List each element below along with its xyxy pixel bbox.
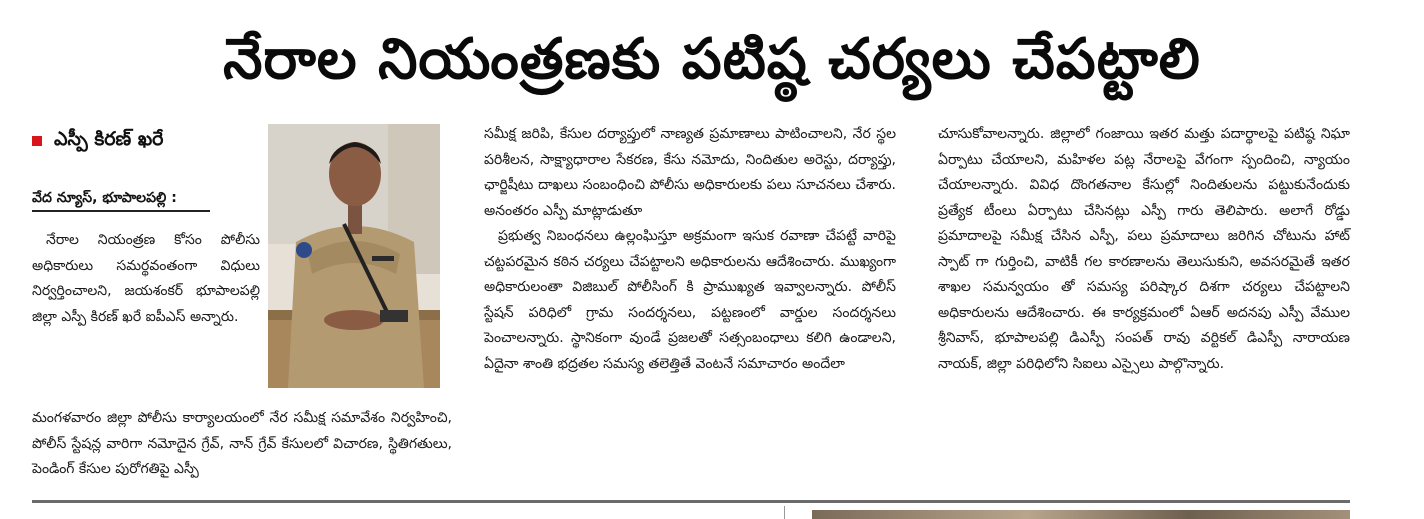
column2-paragraph-2: ప్రభుత్వ నిబంధనలు ఉల్లంఘిస్తూ అక్రమంగా ఇసుక రవాణా చేపట్టే వారిపై చట్టపరమైన కఠిన చర్యలు చేపట్టాలని అధికారులను ఆదేశించారు. ముఖ్యంగా అధికారులంతా విజిబుల్ పోలీసింగ్ కి ప్రాముఖ్యత ఇవ్వాలన్నారు. పోలీస్ స్టేషన్ పరిధిలో గ్రామ సందర్శనలు, పట్టణంలో వార్డుల సందర్శనలు పెంచాలన్నారు. స్థానికంగా వుండే ప్రజలతో సత్సంబంధాలు కలిగి ఉండాలని, ఏదైనా శాంతి భద్రతల సమస్య తలెత్తితే వెంటనే సమాచారం అందేలా (484, 228, 896, 372)
bottom-rule (32, 500, 1350, 503)
byline (32, 128, 163, 154)
article-column-1 (32, 228, 260, 330)
column1-paragraph-1: నేరాల నియంత్రణ కోసం పోలీసు అధికారులు సమర్థవంతంగా విధులు నిర్వర్తించాలని, జయశంకర్ భూపాలపల్లి జిల్లా ఎస్పీ కిరణ్ ఖరే ఐపీఎస్ అన్నారు. (32, 232, 260, 325)
dateline: వేద న్యూస్, భూపాలపల్లి : (32, 188, 210, 212)
article-column-3 (938, 122, 1350, 377)
column-divider (784, 506, 785, 519)
article-column-1-continued: మంగళవారం జిల్లా పోలీసు కార్యాలయంలో నేర సమీక్ష సమావేశం నిర్వహించి, పోలీస్ స్టేషన్ల వారిగా నమోదైన గ్రేవ్, నాన్ గ్రేవ్ కేసులలో విచారణ, స్థితిగతులు, పెండింగ్ కేసుల పురోగతిపై ఎస్పీ (32, 410, 452, 477)
sp-photo-image (268, 124, 440, 388)
next-photo-strip (812, 510, 1350, 519)
byline-text: ఎస్పీ కిరణ్ ఖరే (54, 127, 164, 150)
column2-paragraph-1: సమీక్ష జరిపి, కేసుల దర్యాప్తులో నాణ్యత ప్రమాణాలు పాటించాలని, నేర స్థల పరిశీలన, సాక్ష్యాధారాల సేకరణ, కేసు నమోదు, నిందితుల అరెస్టు, దర్యాప్తు, ఛార్జిషీటు దాఖలు సంబంధించి పోలీసు అధికారులకు పలు సూచనలు చేశారు. అనంతరం ఎస్పీ మాట్లాడుతూ (484, 126, 896, 219)
red-square-bullet-icon (32, 136, 42, 146)
article-column-2 (484, 122, 896, 377)
column3-paragraph-1: చూసుకోవాలన్నారు. జిల్లాలో గంజాయి ఇతర మత్తు పదార్థాలపై పటిష్ఠ నిఘా ఏర్పాటు చేయాలని, మహిళల పట్ల నేరాలపై వేగంగా స్పందించి, న్యాయం చేయాలన్నారు. వివిధ దొంగతనాల కేసుల్లో నిందితులను పట్టుకునేందుకు ప్రత్యేక టీంలు ఏర్పాటు చేసినట్లు ఎస్పీ గారు తెలిపారు. అలాగే రోడ్డు ప్రమాదాలపై సమీక్ష చేసిన ఎస్పీ, పలు ప్రమాదాలు జరిగిన చోటును హాట్ స్పాట్ గా గుర్తించి, వాటికీ గల కారణాలను తెలుసుకుని, అవసరమైతే ఇతర శాఖల సమన్వయం తో సమస్య పరిష్కార దిశగా చర్యలు చేపట్టాలని అధికారులను ఆదేశించారు. ఈ కార్యక్రమంలో ఏఆర్ అదనపు ఎస్పీ వేముల శ్రీనివాస్, భూపాలపల్లి డిఎస్పీ సంపత్ రావు వర్టికల్ డిఎస్పీ నారాయణ నాయక్, జిల్లా పరిధిలోని సిఐలు ఎస్సైలు పాల్గొన్నారు. (938, 126, 1350, 372)
sp-photo (268, 124, 440, 388)
headline: నేరాల నియంత్రణకు పటిష్ఠ చర్యలు చేపట్టాలి (223, 27, 1201, 92)
